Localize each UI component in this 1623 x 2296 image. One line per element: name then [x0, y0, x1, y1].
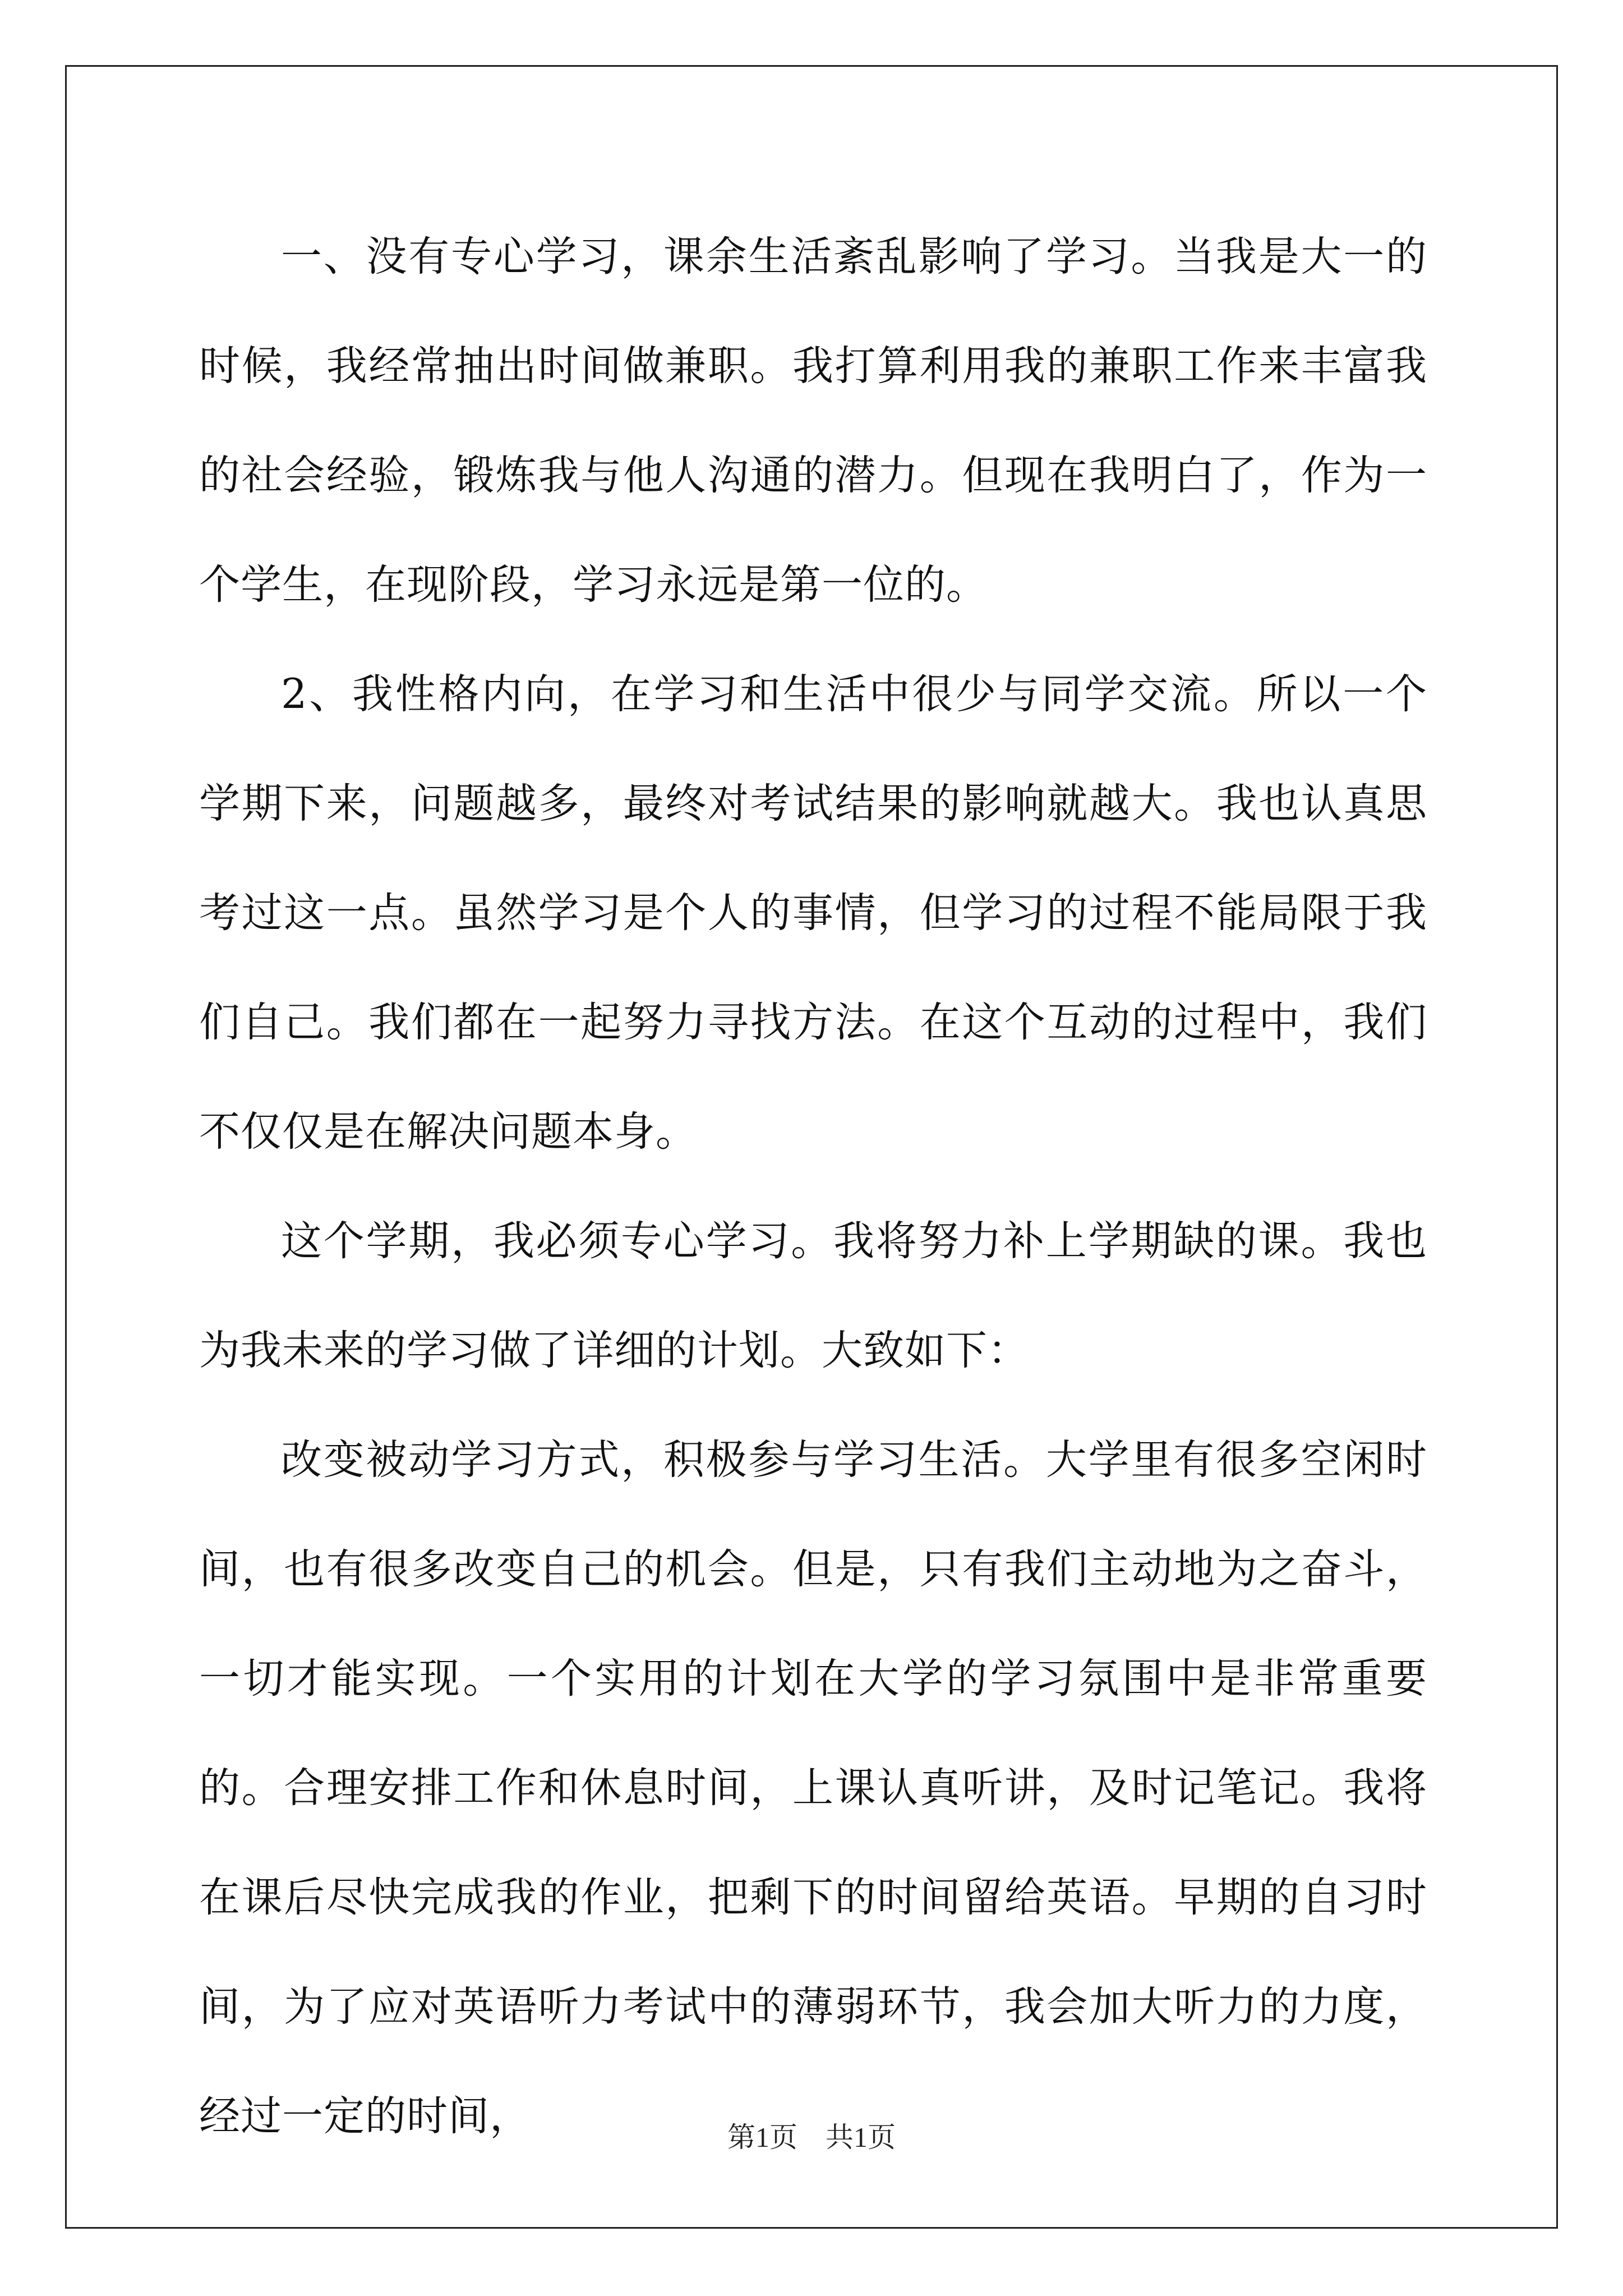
- page-number: 第1页: [727, 2122, 797, 2153]
- paragraph-3: 这个学期，我必须专心学习。我将努力补上学期缺的课。我也为我未来的学习做了详细的计划。大致如下：: [199, 1217, 1427, 1374]
- paragraph-4: 改变被动学习方式，积极参与学习生活。大学里有很多空闲时间，也有很多改变自己的机会。但是，只有我们主动地为之奋斗，一切才能实现。一个实用的计划在大学的学习氛围中是非常重要的。合理安排工作和休息时间，上课认真听讲，及时记笔记。我将在课后尽快完成我的作业，把剩下的时间留给英语。早期的自习时间，为了应对英语听力考试中的薄弱环节，我会加大听力的力度，经过一定的时间，: [199, 1436, 1427, 2140]
- total-pages: 共1页: [826, 2122, 896, 2153]
- page-footer: [0, 2115, 1623, 2155]
- document-body: [199, 202, 1427, 2171]
- paragraph-1: 一、没有专心学习，课余生活紊乱影响了学习。当我是大一的时候，我经常抽出时间做兼职。我打算利用我的兼职工作来丰富我的社会经验，锻炼我与他人沟通的潜力。但现在我明白了，作为一个学生，在现阶段，学习永远是第一位的。: [199, 233, 1427, 609]
- paragraph-2: 2、我性格内向，在学习和生活中很少与同学交流。所以一个学期下来，问题越多，最终对考试结果的影响就越大。我也认真思考过这一点。虽然学习是个人的事情，但学习的过程不能局限于我们自己。我们都在一起努力寻找方法。在这个互动的过程中，我们不仅仅是在解决问题本身。: [199, 670, 1427, 1156]
